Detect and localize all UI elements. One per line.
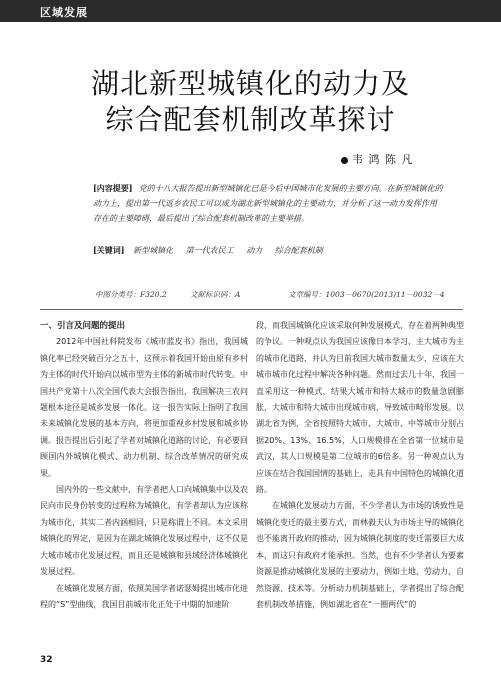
section-label: 区域发展: [40, 6, 88, 19]
section-heading: 一、引言及问题的提出: [40, 321, 126, 331]
article-number: 文章编号：1003－0670(2013)11－0032－4: [288, 290, 445, 299]
page-number: 32: [40, 655, 53, 665]
classification-number: 中图分类号：F320.2: [95, 290, 167, 299]
abstract-tag: [内容提要]: [93, 183, 133, 193]
divider: [40, 309, 463, 310]
author-line: [341, 151, 414, 167]
body-paragraph: 国内外的一些文献中，有学者把人口向城镇集中以及农民向市民身份转变的过程称为城镇化，有学者却认为应该称为城市化，其实二者内涵相同，只是称谓上不同。本文采用城镇化的界定，是因为在湖北城镇化发展过程中，这不仅是大城市城市化发展过程，而且还是城镇和县域经济体城镇化发展过程。: [40, 485, 248, 577]
document-code: 文献标识码：A: [190, 290, 241, 299]
keyword: 综合配套机制: [274, 246, 323, 255]
header-band: [0, 0, 501, 22]
keyword: 第一代农民工: [185, 246, 234, 255]
body-paragraph: 2012年中国社科院发布《城市蓝皮书》指出，我国城镇化率已经突破百分之五十，这预示着我国开始由原有乡村为主体的时代开始向以城市型为主体的新城市时代转变。中国共产党第十八次全国代表大会报告指出，我国解决三农问题根本途径是城乡发展一体化。这一报告实际上指明了我国未来城镇化发展的基本方向，将更加重视乡村发展和城乡协调。报告提出后引起了学者对城镇化道路的讨论，有必要回顾国内外城镇化模式、动力机制、综合改革情况的研究成果。: [40, 337, 248, 478]
keywords-tag: [关键词]: [93, 245, 125, 255]
article-title-line-2: 综合配套机制改革探讨: [105, 103, 396, 136]
bullet-icon: [341, 157, 348, 164]
keywords: [93, 245, 443, 256]
body-column-right: [256, 318, 464, 613]
author-names: 韦 鸿 陈 凡: [352, 153, 414, 166]
body-column-left: [40, 318, 248, 613]
abstract: [93, 181, 443, 226]
body-paragraph: 在城镇化发展动力方面，不少学者认为市场的诱致性是城镇化变迁的最主要方式，而林毅夫认为市场主导的城镇化也不能离开政府的推动，因为城镇化制度的变迁需要巨大成本，而这只有政府才能承担。当然，也有不少学者认为要素资源是推动城镇化发展的主要动力，例如土地、劳动力、自然资源、技术等。分析动力机制基础上，学者提出了综合配套机制改革措施，例如湖北省在“一圈两代”的: [256, 501, 464, 609]
article-title-line-1: 湖北新型城镇化的动力及: [90, 67, 410, 100]
body-paragraph-continued: 段，而我国城镇化应该采取何种发展模式，存在着两种典型的争议。一种观点认为我国应该像日本学习，主大城市为主的城市化道路，并认为目前我国大城市数量太少，应该在大城市城市化过程中解决各种问题。然而过去几十年，我国一直采用这一种模式，结果大城市和特大城市的数量急剧膨胀，大城市和特大城市出现城市病，导致城市畸形发展。以湖北省为例，全省按照特大城市、大城市、中等城市分别占据20%、13%、16.5%，人口规模排在全省第一位城市是武汉，其人口规模是第二位城市的6倍多。另一种观点认为应该在结合我国国情的基础上，走具有中国特色的城镇化道路。: [256, 321, 464, 495]
keyword: 新型城镇化: [133, 246, 174, 255]
keyword: 动力: [246, 246, 263, 255]
abstract-text: 党的十八大报告提出新型城镇化已是今后中国城市化发展的主要方向。在新型城镇化的动力上，提出第一代返乡农民工可以成为湖北新型城镇化的主要动力，并分析了这一动力发挥作用存在的主要障碍，最后提出了综合配套机制改革的主要举措。: [93, 184, 443, 223]
body-paragraph: 在城镇化发展方面，依照美国学者诺瑟姆提出城市化进程的“S”型曲线，我国目前城市化正处于中期的加速阶: [40, 583, 248, 609]
